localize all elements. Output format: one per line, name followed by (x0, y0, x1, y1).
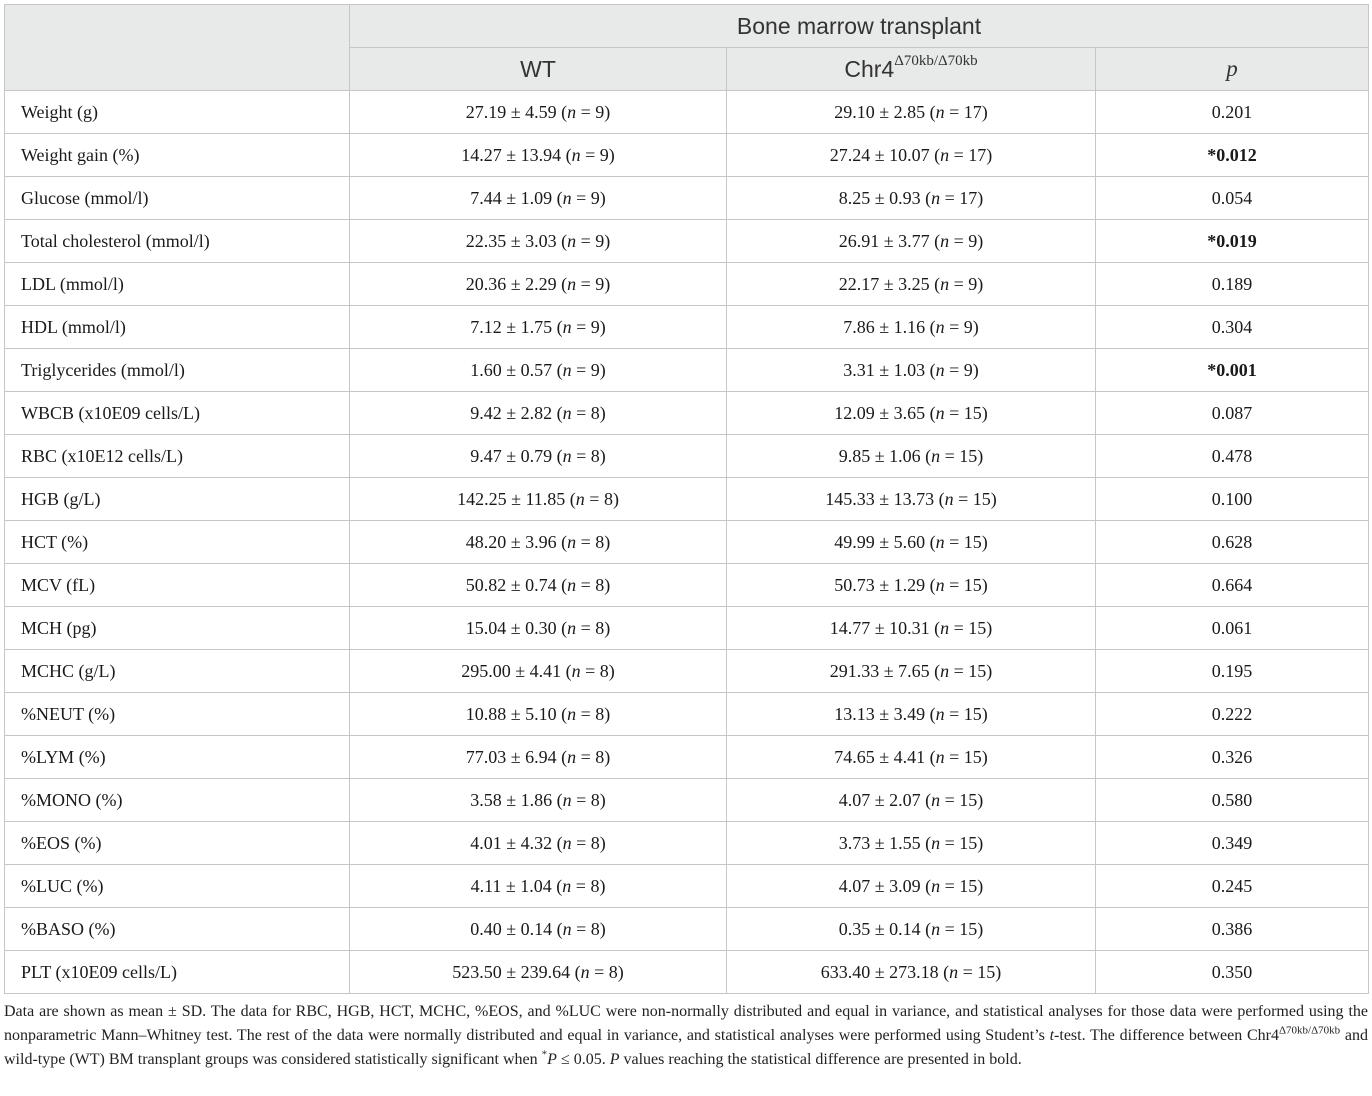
chr4-mean-sd: 50.73 ± 1.29 (834, 574, 926, 595)
wt-mean-sd: 4.11 ± 1.04 (470, 875, 552, 896)
chr4-n-count: 17 (968, 144, 987, 165)
chr4-base: Chr4 (844, 55, 895, 82)
wt-value-cell: 77.03 ± 6.94 (n = 8) (350, 736, 727, 779)
n-symbol: n (567, 574, 577, 595)
n-symbol: n (940, 617, 950, 638)
wt-n-count: 8 (599, 660, 609, 681)
wt-n-count: 8 (590, 445, 600, 466)
wt-value-cell: 523.50 ± 239.64 (n = 8) (350, 951, 727, 994)
row-label: %NEUT (%) (5, 693, 350, 736)
p-value-cell: 0.478 (1096, 435, 1369, 478)
wt-value-cell: 10.88 ± 5.10 (n = 8) (350, 693, 727, 736)
chr4-n-count: 15 (968, 617, 987, 638)
wt-value-cell: 20.36 ± 2.29 (n = 9) (350, 263, 727, 306)
wt-mean-sd: 77.03 ± 6.94 (465, 746, 557, 767)
wt-mean-sd: 50.82 ± 0.74 (465, 574, 557, 595)
wt-mean-sd: 3.58 ± 1.86 (470, 789, 553, 810)
row-label: Weight gain (%) (5, 134, 350, 177)
row-label: PLT (x10E09 cells/L) (5, 951, 350, 994)
chr4-n-count: 9 (968, 273, 978, 294)
wt-mean-sd: 10.88 ± 5.10 (465, 703, 557, 724)
n-symbol: n (567, 617, 577, 638)
wt-n-count: 8 (590, 875, 600, 896)
table-row (5, 908, 1369, 951)
n-symbol: n (931, 789, 941, 810)
wt-mean-sd: 9.42 ± 2.82 (470, 402, 553, 423)
p-value-cell: 0.054 (1096, 177, 1369, 220)
p-value-cell: 0.304 (1096, 306, 1369, 349)
footnote-text-3: and wild-type (WT) BM transplant groups was considered statistically significant when (4, 1027, 1369, 1068)
wt-mean-sd: 7.12 ± 1.75 (470, 316, 553, 337)
row-label: MCHC (g/L) (5, 650, 350, 693)
n-symbol: n (935, 746, 945, 767)
chr4-n-count: 15 (977, 961, 996, 982)
footnote-text-5: values reaching the statistical difference are presented in bold. (619, 1051, 1022, 1068)
p-value-cell: *0.019 (1096, 220, 1369, 263)
chr4-mean-sd: 0.35 ± 0.14 (838, 918, 921, 939)
chr4-value-cell: 633.40 ± 273.18 (n = 15) (727, 951, 1096, 994)
chr4-value-cell: 4.07 ± 3.09 (n = 15) (727, 865, 1096, 908)
wt-mean-sd: 9.47 ± 0.79 (470, 445, 553, 466)
p-value-cell: 0.349 (1096, 822, 1369, 865)
table-body (5, 91, 1369, 994)
wt-value-cell: 15.04 ± 0.30 (n = 8) (350, 607, 727, 650)
chr4-n-count: 15 (959, 918, 978, 939)
chr4-value-cell: 4.07 ± 2.07 (n = 15) (727, 779, 1096, 822)
wt-n-count: 9 (590, 187, 600, 208)
wt-mean-sd: 20.36 ± 2.29 (465, 273, 557, 294)
table-row (5, 177, 1369, 220)
wt-n-count: 8 (603, 488, 613, 509)
n-symbol: n (940, 144, 950, 165)
wt-n-count: 9 (595, 101, 605, 122)
chr4-value-cell: 291.33 ± 7.65 (n = 15) (727, 650, 1096, 693)
p-value-cell: 0.580 (1096, 779, 1369, 822)
n-symbol: n (935, 101, 945, 122)
n-symbol: n (567, 746, 577, 767)
wt-mean-sd: 14.27 ± 13.94 (461, 144, 562, 165)
chr4-n-count: 15 (963, 703, 982, 724)
row-label: HCT (%) (5, 521, 350, 564)
group-title: Bone marrow transplant (350, 5, 1369, 48)
n-symbol: n (562, 445, 572, 466)
wt-value-cell: 7.12 ± 1.75 (n = 9) (350, 306, 727, 349)
wt-n-count: 8 (590, 918, 600, 939)
wt-n-count: 8 (590, 789, 600, 810)
row-label: WBCB (x10E09 cells/L) (5, 392, 350, 435)
wt-mean-sd: 15.04 ± 0.30 (465, 617, 557, 638)
footnote-text-2: -test. The difference between Chr4 (1054, 1027, 1279, 1044)
n-symbol: n (935, 531, 945, 552)
wt-mean-sd: 295.00 ± 4.41 (461, 660, 562, 681)
wt-value-cell: 14.27 ± 13.94 (n = 9) (350, 134, 727, 177)
wt-n-count: 8 (590, 832, 600, 853)
chr4-n-count: 15 (959, 789, 978, 810)
table-row (5, 650, 1369, 693)
row-label: %LYM (%) (5, 736, 350, 779)
wt-n-count: 8 (595, 703, 605, 724)
n-symbol: n (567, 531, 577, 552)
n-symbol: n (931, 187, 941, 208)
wt-n-count: 8 (595, 531, 605, 552)
chr4-mean-sd: 3.73 ± 1.55 (838, 832, 921, 853)
chr4-n-count: 17 (963, 101, 982, 122)
n-symbol: n (562, 875, 572, 896)
row-label: Glucose (mmol/l) (5, 177, 350, 220)
table-row (5, 306, 1369, 349)
p-value-cell: 0.061 (1096, 607, 1369, 650)
row-label: Triglycerides (mmol/l) (5, 349, 350, 392)
chr4-value-cell: 7.86 ± 1.16 (n = 9) (727, 306, 1096, 349)
table-footnote (4, 1000, 1368, 1072)
table-row (5, 779, 1369, 822)
n-symbol: n (940, 230, 950, 251)
wt-n-count: 8 (595, 617, 605, 638)
n-symbol: n (940, 273, 950, 294)
row-label: %LUC (%) (5, 865, 350, 908)
chr4-n-count: 15 (963, 574, 982, 595)
n-symbol: n (931, 875, 941, 896)
wt-mean-sd: 142.25 ± 11.85 (457, 488, 566, 509)
p-value-cell: 0.222 (1096, 693, 1369, 736)
results-table (4, 4, 1369, 994)
n-symbol: n (949, 961, 959, 982)
wt-mean-sd: 0.40 ± 0.14 (470, 918, 553, 939)
table-row (5, 822, 1369, 865)
n-symbol: n (567, 273, 577, 294)
n-symbol: n (571, 144, 581, 165)
n-symbol: n (935, 703, 945, 724)
chr4-n-count: 15 (959, 445, 978, 466)
footnote-chr4-superscript: Δ70kb/Δ70kb (1278, 1024, 1341, 1037)
chr4-value-cell: 27.24 ± 10.07 (n = 17) (727, 134, 1096, 177)
p-value-cell: 0.195 (1096, 650, 1369, 693)
chr4-value-cell: 26.91 ± 3.77 (n = 9) (727, 220, 1096, 263)
n-symbol: n (935, 359, 945, 380)
n-symbol: n (562, 359, 572, 380)
chr4-n-count: 17 (959, 187, 978, 208)
row-label: %MONO (%) (5, 779, 350, 822)
wt-mean-sd: 22.35 ± 3.03 (465, 230, 557, 251)
table-row (5, 693, 1369, 736)
p-value-cell: 0.087 (1096, 392, 1369, 435)
n-symbol: n (944, 488, 954, 509)
wt-n-count: 9 (595, 230, 605, 251)
table-row (5, 263, 1369, 306)
table-row (5, 349, 1369, 392)
chr4-mean-sd: 8.25 ± 0.93 (838, 187, 921, 208)
p-value-cell: 0.201 (1096, 91, 1369, 134)
table-row (5, 865, 1369, 908)
chr4-value-cell: 3.73 ± 1.55 (n = 15) (727, 822, 1096, 865)
wt-value-cell: 4.11 ± 1.04 (n = 8) (350, 865, 727, 908)
wt-mean-sd: 27.19 ± 4.59 (465, 101, 557, 122)
wt-mean-sd: 4.01 ± 4.32 (470, 832, 553, 853)
wt-value-cell: 7.44 ± 1.09 (n = 9) (350, 177, 727, 220)
wt-value-cell: 4.01 ± 4.32 (n = 8) (350, 822, 727, 865)
n-symbol: n (935, 316, 945, 337)
chr4-value-cell: 9.85 ± 1.06 (n = 15) (727, 435, 1096, 478)
chr4-value-cell: 3.31 ± 1.03 (n = 9) (727, 349, 1096, 392)
table-row (5, 478, 1369, 521)
row-label: Total cholesterol (mmol/l) (5, 220, 350, 263)
chr4-n-count: 9 (963, 316, 973, 337)
wt-mean-sd: 523.50 ± 239.64 (452, 961, 571, 982)
chr4-mean-sd: 13.13 ± 3.49 (834, 703, 926, 724)
chr4-value-cell: 50.73 ± 1.29 (n = 15) (727, 564, 1096, 607)
wt-value-cell: 50.82 ± 0.74 (n = 8) (350, 564, 727, 607)
n-symbol: n (562, 316, 572, 337)
wt-value-cell: 3.58 ± 1.86 (n = 8) (350, 779, 727, 822)
n-symbol: n (935, 574, 945, 595)
table-row (5, 392, 1369, 435)
wt-n-count: 9 (595, 273, 605, 294)
row-label: LDL (mmol/l) (5, 263, 350, 306)
wt-value-cell: 9.42 ± 2.82 (n = 8) (350, 392, 727, 435)
wt-value-cell: 9.47 ± 0.79 (n = 8) (350, 435, 727, 478)
n-symbol: n (571, 660, 581, 681)
n-symbol: n (562, 918, 572, 939)
chr4-mean-sd: 145.33 ± 13.73 (825, 488, 935, 509)
wt-value-cell: 48.20 ± 3.96 (n = 8) (350, 521, 727, 564)
n-symbol: n (580, 961, 590, 982)
chr4-n-count: 15 (963, 531, 982, 552)
chr4-n-count: 15 (968, 660, 987, 681)
table-row (5, 435, 1369, 478)
chr4-value-cell: 13.13 ± 3.49 (n = 15) (727, 693, 1096, 736)
table-row (5, 564, 1369, 607)
footnote-t: t (1049, 1027, 1055, 1044)
n-symbol: n (562, 832, 572, 853)
row-label: %EOS (%) (5, 822, 350, 865)
chr4-mean-sd: 27.24 ± 10.07 (829, 144, 930, 165)
chr4-value-cell: 14.77 ± 10.31 (n = 15) (727, 607, 1096, 650)
wt-value-cell: 0.40 ± 0.14 (n = 8) (350, 908, 727, 951)
n-symbol: n (567, 101, 577, 122)
chr4-mean-sd: 74.65 ± 4.41 (834, 746, 926, 767)
footnote-P-2: P (609, 1051, 620, 1068)
wt-mean-sd: 1.60 ± 0.57 (470, 359, 553, 380)
table-row (5, 736, 1369, 779)
chr4-value-cell: 12.09 ± 3.65 (n = 15) (727, 392, 1096, 435)
p-value-cell: 0.386 (1096, 908, 1369, 951)
chr4-mean-sd: 29.10 ± 2.85 (834, 101, 926, 122)
n-symbol: n (575, 488, 585, 509)
chr4-value-cell: 49.99 ± 5.60 (n = 15) (727, 521, 1096, 564)
wt-n-count: 9 (590, 359, 600, 380)
n-symbol: n (562, 187, 572, 208)
chr4-value-cell: 8.25 ± 0.93 (n = 17) (727, 177, 1096, 220)
wt-n-count: 8 (608, 961, 618, 982)
p-value-cell: 0.189 (1096, 263, 1369, 306)
chr4-n-count: 15 (963, 402, 982, 423)
row-label: MCH (pg) (5, 607, 350, 650)
wt-value-cell: 27.19 ± 4.59 (n = 9) (350, 91, 727, 134)
chr4-value-cell: 22.17 ± 3.25 (n = 9) (727, 263, 1096, 306)
row-label: Weight (g) (5, 91, 350, 134)
row-label: HDL (mmol/l) (5, 306, 350, 349)
footnote-star: * (541, 1048, 548, 1061)
chr4-value-cell: 145.33 ± 13.73 (n = 15) (727, 478, 1096, 521)
wt-value-cell: 295.00 ± 4.41 (n = 8) (350, 650, 727, 693)
row-label: HGB (g/L) (5, 478, 350, 521)
p-value-cell: 0.628 (1096, 521, 1369, 564)
chr4-n-count: 15 (959, 832, 978, 853)
p-value-cell: 0.245 (1096, 865, 1369, 908)
n-symbol: n (567, 230, 577, 251)
chr4-mean-sd: 12.09 ± 3.65 (834, 402, 926, 423)
chr4-n-count: 9 (963, 359, 973, 380)
chr4-n-count: 15 (959, 875, 978, 896)
chr4-n-count: 15 (972, 488, 991, 509)
chr4-mean-sd: 4.07 ± 2.07 (838, 789, 921, 810)
p-value-cell: *0.001 (1096, 349, 1369, 392)
chr4-mean-sd: 26.91 ± 3.77 (838, 230, 930, 251)
wt-value-cell: 1.60 ± 0.57 (n = 9) (350, 349, 727, 392)
chr4-n-count: 15 (963, 746, 982, 767)
chr4-mean-sd: 9.85 ± 1.06 (838, 445, 921, 466)
table-header (5, 5, 1369, 91)
chr4-n-count: 9 (968, 230, 978, 251)
row-label: RBC (x10E12 cells/L) (5, 435, 350, 478)
chr4-value-cell: 74.65 ± 4.41 (n = 15) (727, 736, 1096, 779)
header-empty-cell (5, 5, 350, 91)
footnote-text-1: Data are shown as mean ± SD. The data for RBC, HGB, HCT, MCHC, %EOS, and %LUC were non-normally distributed and equal in variance, and statistical analyses for those data were performed using the nonparametric Mann–Whitney test. The rest of the data were normally distributed and equal in variance, and statistical analyses were performed using Student’s (4, 1003, 1368, 1044)
row-label: MCV (fL) (5, 564, 350, 607)
chr4-mean-sd: 3.31 ± 1.03 (843, 359, 926, 380)
column-header-chr4 (727, 48, 1096, 91)
wt-mean-sd: 7.44 ± 1.09 (470, 187, 553, 208)
wt-value-cell: 142.25 ± 11.85 (n = 8) (350, 478, 727, 521)
wt-n-count: 9 (590, 316, 600, 337)
wt-mean-sd: 48.20 ± 3.96 (465, 531, 557, 552)
n-symbol: n (931, 918, 941, 939)
n-symbol: n (562, 402, 572, 423)
n-symbol: n (567, 703, 577, 724)
p-value-cell: 0.664 (1096, 564, 1369, 607)
chr4-value-cell: 29.10 ± 2.85 (n = 17) (727, 91, 1096, 134)
p-value-cell: 0.350 (1096, 951, 1369, 994)
column-header-p: p (1096, 48, 1369, 91)
n-symbol: n (940, 660, 950, 681)
row-label: %BASO (%) (5, 908, 350, 951)
table-row (5, 521, 1369, 564)
chr4-superscript: Δ70kb/Δ70kb (894, 52, 978, 69)
table-row (5, 607, 1369, 650)
p-value-cell: 0.100 (1096, 478, 1369, 521)
n-symbol: n (935, 402, 945, 423)
p-value-cell: 0.326 (1096, 736, 1369, 779)
wt-n-count: 8 (590, 402, 600, 423)
wt-n-count: 9 (599, 144, 609, 165)
chr4-mean-sd: 4.07 ± 3.09 (838, 875, 921, 896)
column-header-wt: WT (350, 48, 727, 91)
chr4-mean-sd: 633.40 ± 273.18 (820, 961, 939, 982)
n-symbol: n (931, 445, 941, 466)
chr4-value-cell: 0.35 ± 0.14 (n = 15) (727, 908, 1096, 951)
p-value-cell: *0.012 (1096, 134, 1369, 177)
chr4-mean-sd: 22.17 ± 3.25 (838, 273, 930, 294)
footnote-P: P (547, 1051, 557, 1068)
table-row (5, 220, 1369, 263)
n-symbol: n (562, 789, 572, 810)
wt-n-count: 8 (595, 746, 605, 767)
chr4-mean-sd: 49.99 ± 5.60 (834, 531, 926, 552)
table-row (5, 951, 1369, 994)
wt-n-count: 8 (595, 574, 605, 595)
table-row (5, 134, 1369, 177)
table-row (5, 91, 1369, 134)
chr4-mean-sd: 291.33 ± 7.65 (829, 660, 930, 681)
chr4-mean-sd: 7.86 ± 1.16 (843, 316, 926, 337)
footnote-text-4: ≤ 0.05. (556, 1051, 610, 1068)
chr4-mean-sd: 14.77 ± 10.31 (829, 617, 930, 638)
n-symbol: n (931, 832, 941, 853)
wt-value-cell: 22.35 ± 3.03 (n = 9) (350, 220, 727, 263)
